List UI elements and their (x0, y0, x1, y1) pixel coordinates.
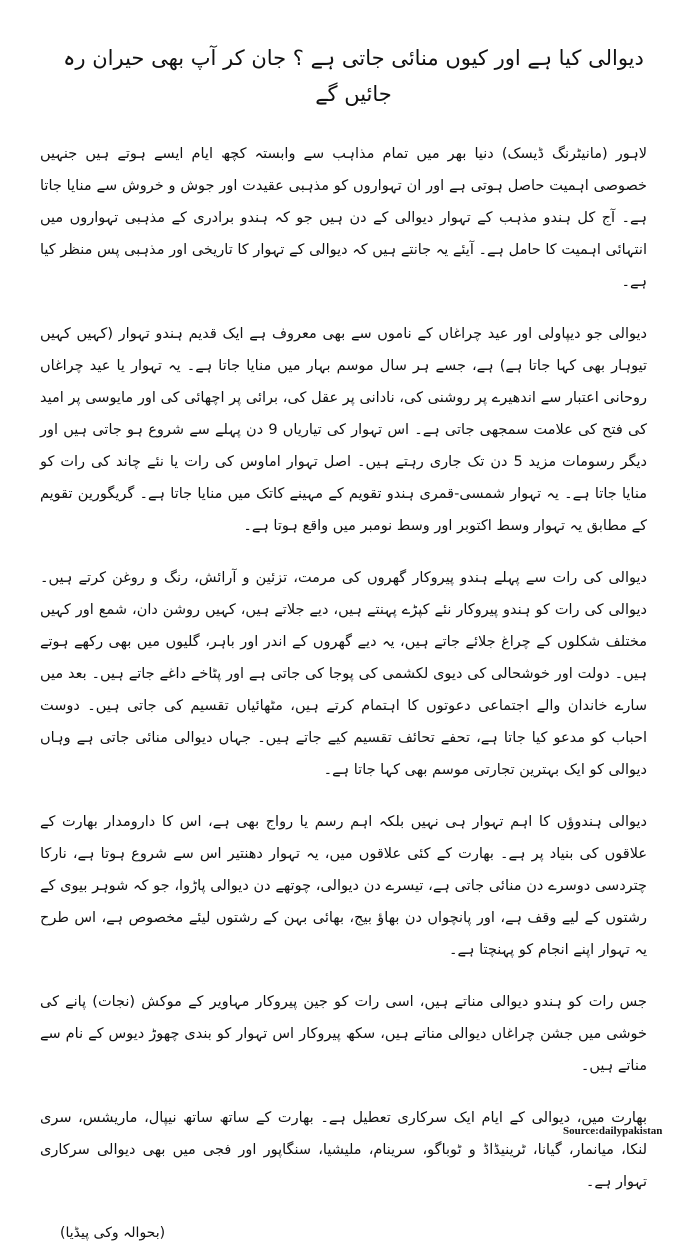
attribution: (بحوالہ وکی پیڈیا) (60, 1225, 166, 1241)
article-title: دیوالی کیا ہے اور کیوں منائی جاتی ہے ؟ جان کر آپ بھی حیران رہ جائیں گے (63, 46, 644, 106)
paragraph-days: دیوالی ہندوؤں کا اہم تہوار ہی نہیں بلکہ اہم رسم یا رواج بھی ہے، اس کا دارومدار بھارت کے علاقوں کی بنیاد پر ہے۔ بھارت کے کئی علاقوں میں، یہ تہوار دھنتیر اس سے شروع ہوتا ہے، نارکا چتردسی دوسرے دن منائی جاتی ہے، تیسرے دن دیوالی، چوتھے دن دیوالی پاڑوا، جو کہ شوہر بیوی کے رشتوں کے لیے وقف ہے، اور پانچواں دن بھاؤ بیج، بھائی بہن کے رشتوں لیئے مخصوص ہے، اس طرح یہ تہوار اپنے انجام کو پہنچتا ہے۔ (40, 814, 647, 958)
source-credit: Source:dailypakistan (563, 1125, 663, 1137)
paragraph-intro: لاہور (مانیٹرنگ ڈیسک) دنیا بھر میں تمام مذاہب سے وابستہ کچھ ایام ایسے ہوتے ہیں جنہیں خصوصی اہمیت حاصل ہوتی ہے اور ان تہواروں کو مذہبی عقیدت اور جوش و خروش سے منایا جاتا ہے۔ آج کل ہندو مذہب کے تہوار دیوالی کے دن ہیں جو کہ ہندو برادری کے مذہبی تہواروں میں انتہائی اہمیت کا حامل ہے۔ آیئے یہ جانتے ہیں کہ دیوالی کے تہوار کا تاریخی اور مذہبی پس منظر کیا ہے۔ (40, 146, 647, 290)
paragraph-celebration: دیوالی کی رات سے پہلے ہندو پیروکار گھروں کی مرمت، تزئین و آرائش، رنگ و روغن کرتے ہیں۔ دیوالی کی رات کو ہندو پیروکار نئے کپڑے پہنتے ہیں، دیے جلاتے ہیں، کہیں روشن دان، شمع اور کہیں مختلف شکلوں کے چراغ جلائے جاتے ہیں، یہ دیے گھروں کے اندر اور باہر، گلیوں میں بھی رکھے ہوتے ہیں۔ دولت اور خوشحالی کی دیوی لکشمی کی پوجا کی جاتی ہے اور پٹاخے داغے جاتے ہیں۔ بعد میں سارے خاندان والے اجتماعی دعوتوں کا اہتمام کرتے ہیں، مٹھائیاں تقسیم کی جاتی ہیں۔ دوست احباب کو مدعو کیا جاتا ہے، تحفے تحائف تقسیم کیے جاتے ہیں۔ جہاں دیوالی منائی جاتی ہے وہاں دیوالی کو ایک بہترین تجارتی موسم بھی کہا جاتا ہے۔ (40, 570, 647, 778)
paragraph-holiday: بھارت میں، دیوالی کے ایام ایک سرکاری تعطیل ہے۔ بھارت کے ساتھ ساتھ نیپال، ماریشس، سری لنکا، میانمار، گیانا، ٹرینیڈاڈ و ٹوباگو، سرینام، ملیشیا، سنگاپور اور فجی میں بھی دیوالی سرکاری تہوار ہے۔ (40, 1110, 647, 1190)
paragraph-history: دیوالی جو دیپاولی اور عید چراغاں کے ناموں سے بھی معروف ہے ایک قدیم ہندو تہوار (کہیں کہیں تیوہار بھی کہا جاتا ہے) ہے، جسے ہر سال موسم بہار میں منایا جاتا ہے۔ یہ تہوار یا عید چراغاں روحانی اعتبار سے اندھیرے پر روشنی کی، نادانی پر عقل کی، برائی پر اچھائی کی اور مایوسی پر امید کی فتح کی علامت سمجھی جاتی ہے۔ اس تہوار کی تیاریاں 9 دن پہلے سے شروع ہو جاتی ہیں اور دیگر رسومات مزید 5 دن تک جاری رہتے ہیں۔ اصل تہوار اماوس کی رات یا نئے چاند کی رات کو منایا جاتا ہے۔ یہ تہوار شمسی-قمری ہندو تقویم کے مہینے کاتک میں منایا جاتا ہے۔ گریگورین تقویم کے مطابق یہ تہوار وسط اکتوبر اور وسط نومبر میں واقع ہوتا ہے۔ (40, 326, 647, 534)
paragraph-jain-sikh: جس رات کو ہندو دیوالی مناتے ہیں، اسی رات کو جین پیروکار مہاویر کے موکش (نجات) پانے کی خوشی میں جشن چراغاں دیوالی مناتے ہیں، سکھ پیروکار اس تہوار کو بندی چھوڑ دیوس کے نام سے مناتے ہیں۔ (40, 994, 647, 1074)
